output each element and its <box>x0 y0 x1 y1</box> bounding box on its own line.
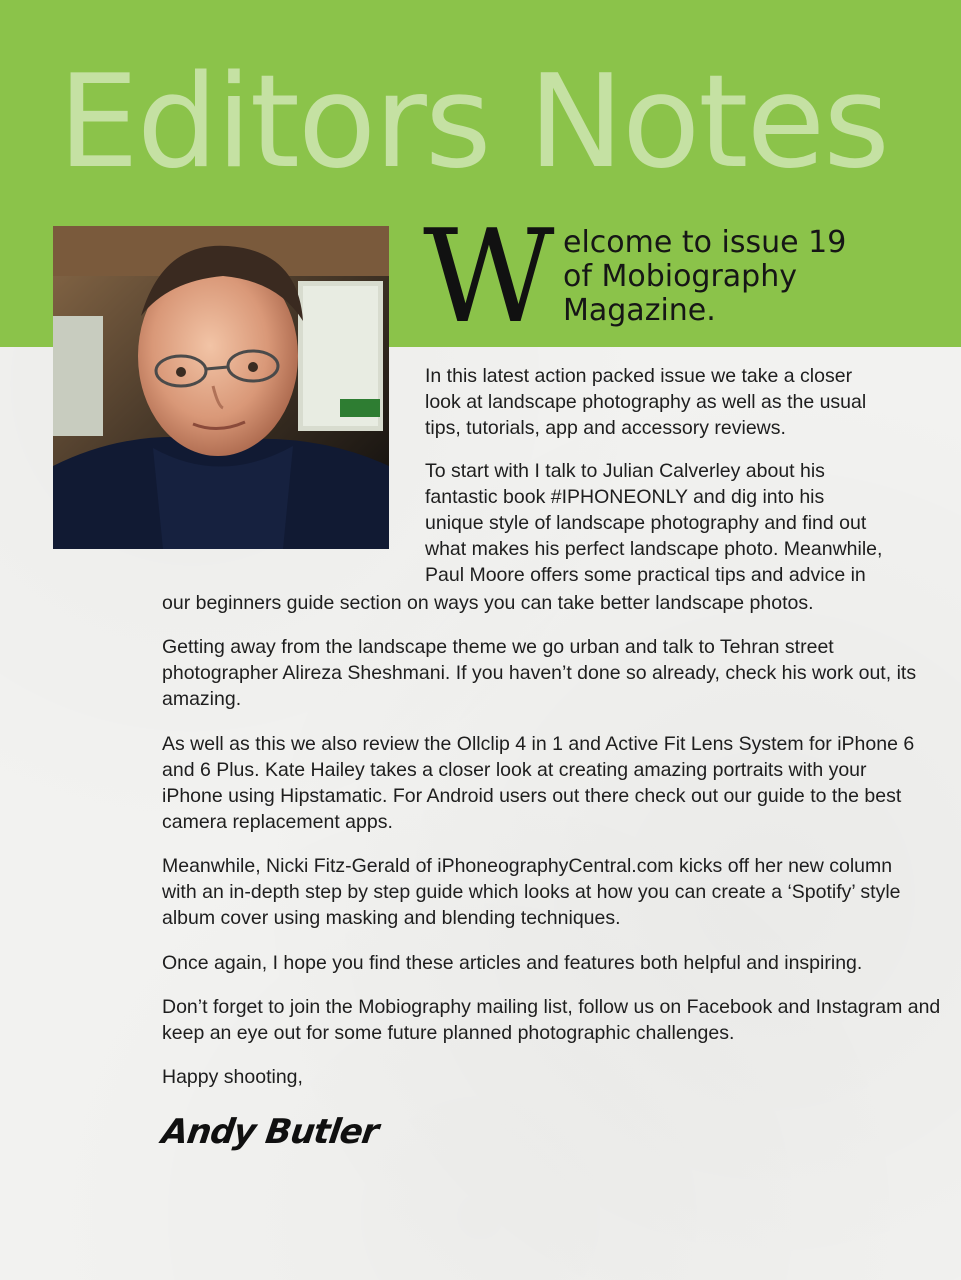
headline-line: Magazine. <box>563 293 716 328</box>
headline-line: of Mobiography <box>563 259 797 294</box>
paragraph-inspiring: Once again, I hope you find these articles and features both helpful and inspiring. <box>162 952 863 974</box>
paragraph-julian <box>425 458 882 588</box>
paragraph-reviews: As well as this we also review the Ollclip 4 in 1 and Active Fit Lens System for iPhone 6 and 6 Plus. Kate Hailey takes a closer look at creating amazing portraits with your iPhone using Hipstamatic. For Android users out there check out our guide to the best camera replacement apps. <box>162 733 915 833</box>
text-line: tips, tutorials, app and accessory reviews. <box>425 417 786 439</box>
paragraph-intro <box>425 363 866 441</box>
editor-portrait <box>53 226 389 549</box>
text-line: To start with I talk to Julian Calverley about his <box>425 460 825 482</box>
text-line: Paul Moore offers some practical tips and advice in <box>425 564 866 586</box>
text-line: fantastic book #IPHONEONLY and dig into his <box>425 486 825 508</box>
text-line: In this latest action packed issue we take a closer <box>425 365 853 387</box>
editor-signature: Andy Butler <box>159 1112 381 1152</box>
paragraph-mailing-list: Don’t forget to join the Mobiography mailing list, follow us on Facebook and Instagram and keep an eye out for some future planned photographic challenges. <box>162 996 941 1044</box>
text-line: our beginners guide section on ways you can take better landscape photos. <box>162 592 814 614</box>
text-line: look at landscape photography as well as the usual <box>425 391 867 413</box>
headline <box>563 226 846 328</box>
drop-cap: W <box>423 203 555 352</box>
text-line: what makes his perfect landscape photo. Meanwhile, <box>425 538 883 560</box>
portrait-photo-icon <box>53 226 389 549</box>
paragraph-nicki: Meanwhile, Nicki Fitz-Gerald of iPhoneographyCentral.com kicks off her new column with an in-depth step by step guide which looks at how you can create a ‘Spotify’ style album cover using masking and blending techniques. <box>162 855 901 929</box>
text-line: unique style of landscape photography and find out <box>425 512 867 534</box>
headline-line: elcome to issue 19 <box>563 225 847 260</box>
paragraph-julian-continued <box>162 590 814 616</box>
closing-line: Happy shooting, <box>162 1066 303 1088</box>
page-title: Editors Notes <box>58 48 888 197</box>
paragraph-tehran: Getting away from the landscape theme we go urban and talk to Tehran street photographer Alireza Sheshmani. If you haven’t done so already, check his work out, its amazing. <box>162 636 917 710</box>
